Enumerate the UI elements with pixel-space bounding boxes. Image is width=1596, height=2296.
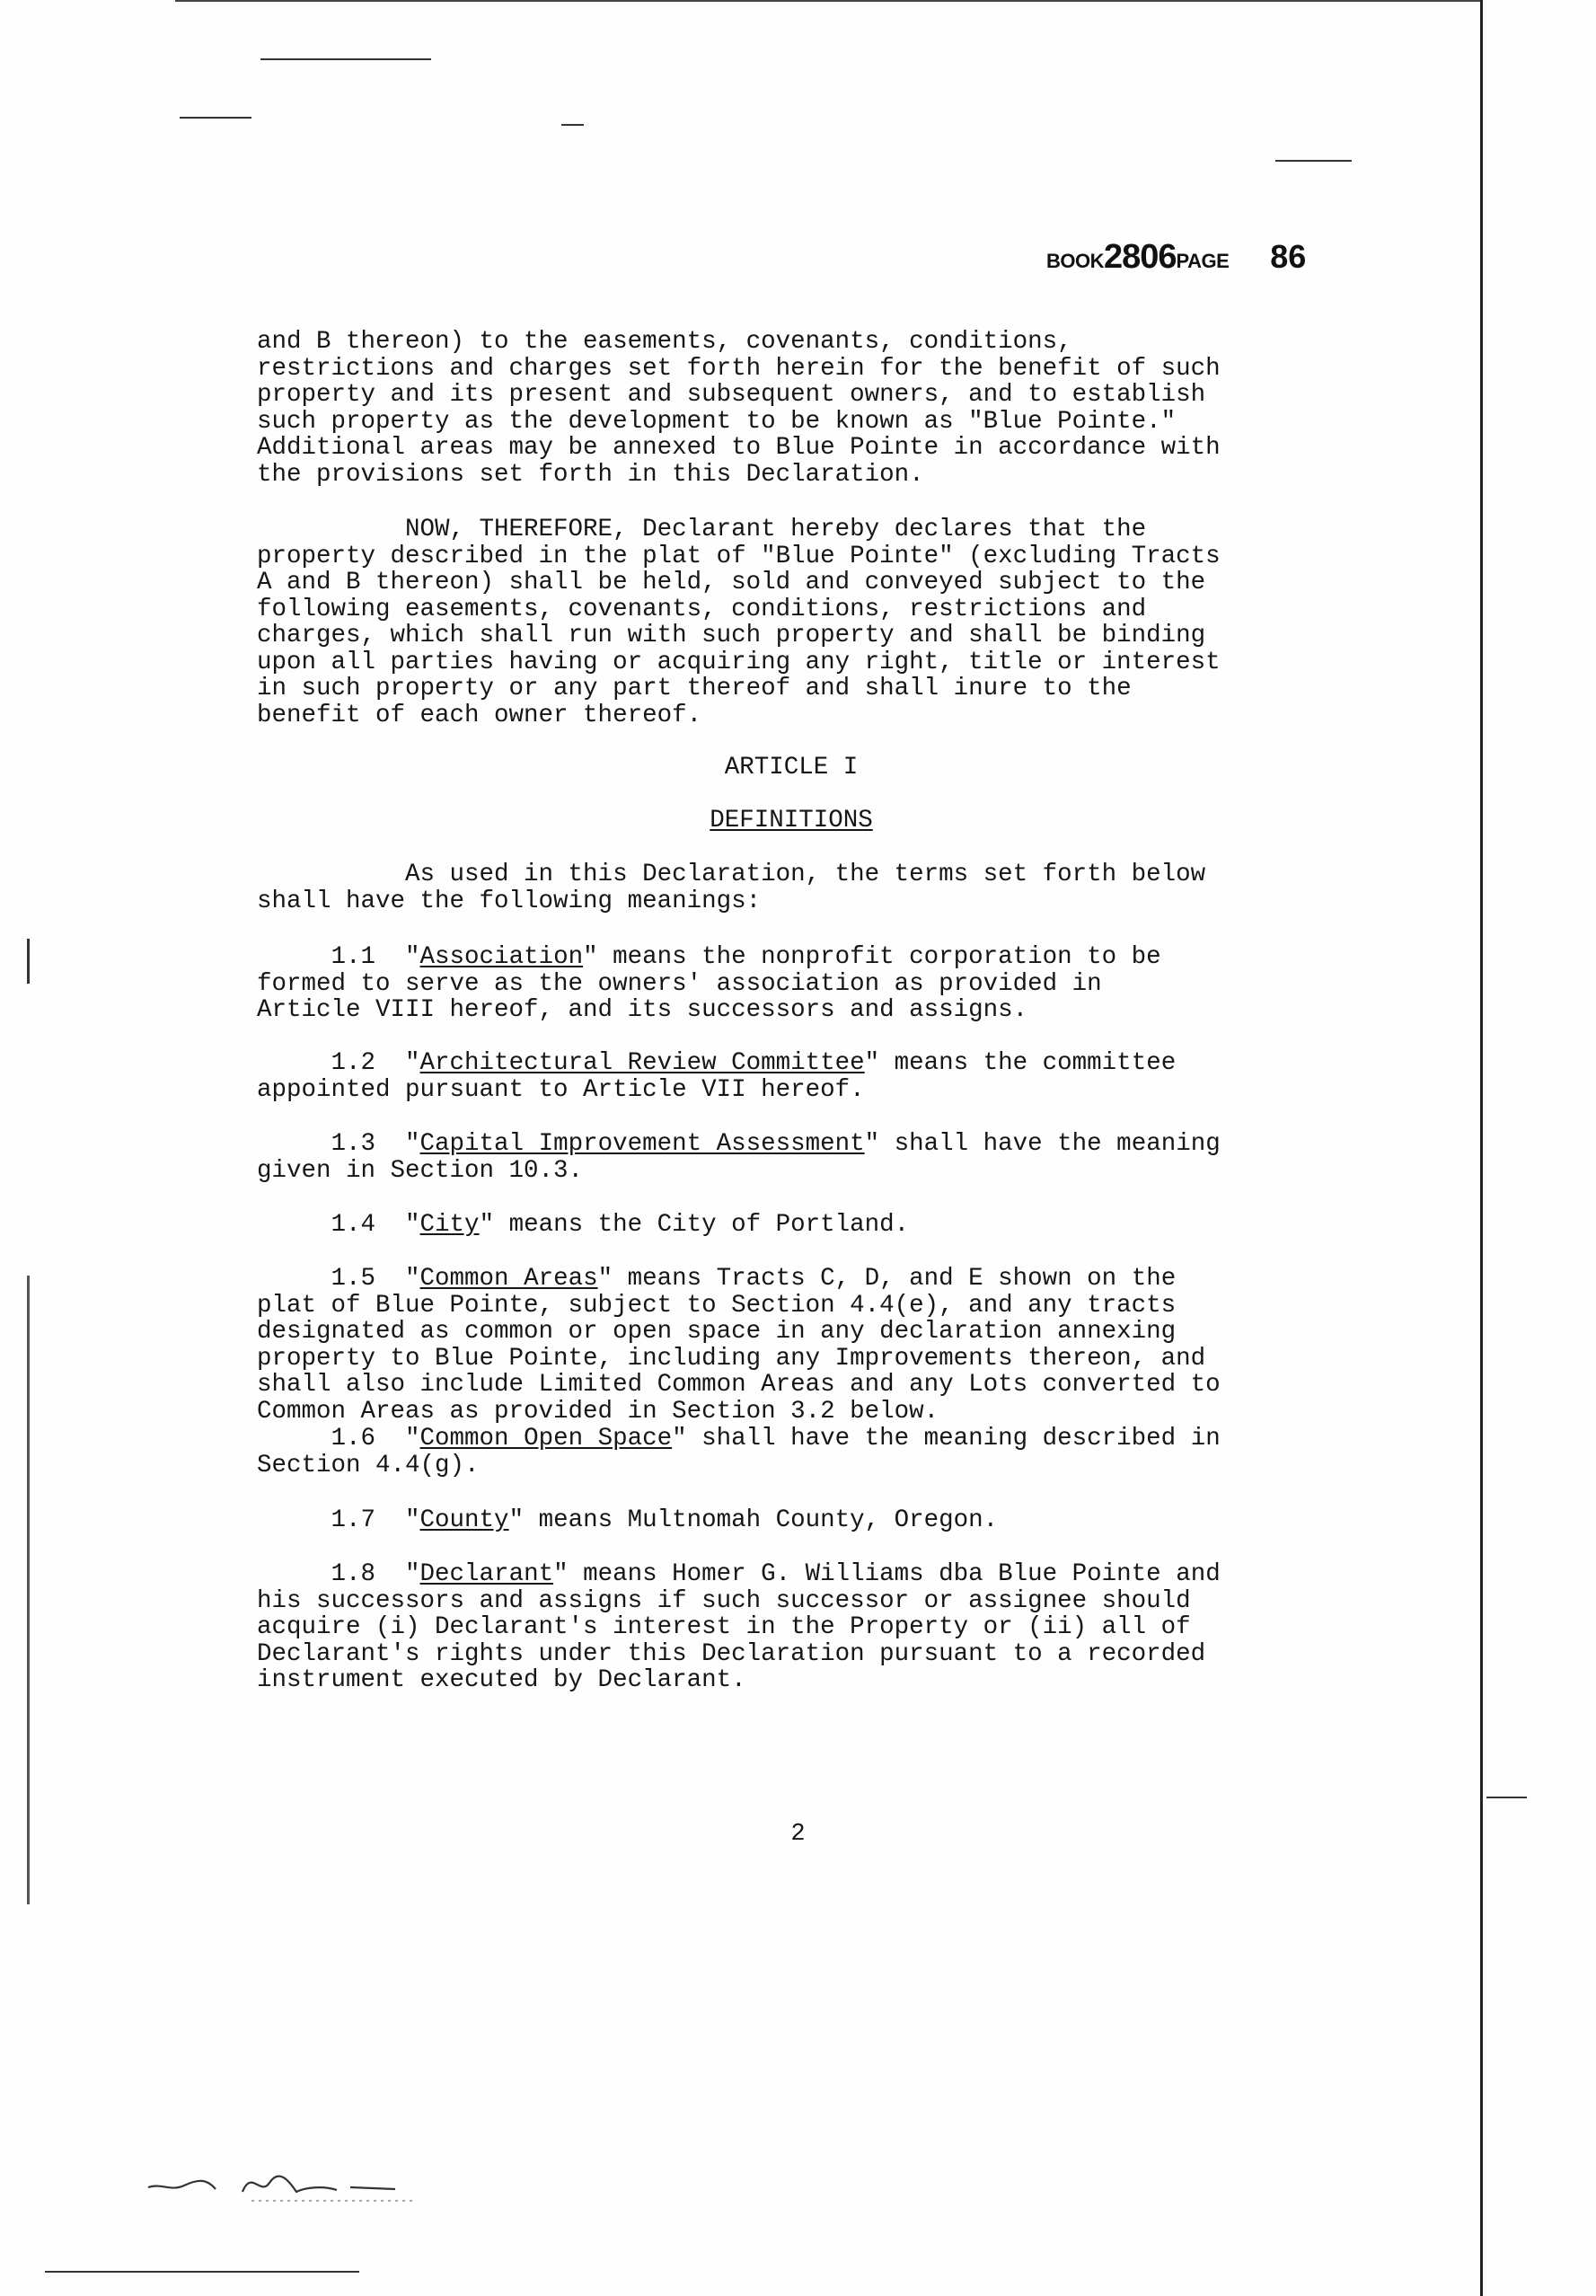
text-line: and B thereon) to the easements, covenants, conditions, [257, 328, 1072, 356]
definition-item [257, 1050, 1326, 1103]
definition-item [257, 944, 1326, 1024]
definition-number: 1.2 [331, 1049, 376, 1077]
text-line: property described in the plat of "Blue Pointe" (excluding Tracts [257, 542, 1221, 570]
definition-term: Capital Improvement Assessment [419, 1130, 865, 1158]
scan-mark [45, 2271, 359, 2273]
text-line: A and B thereon) shall be held, sold and conveyed subject to the [257, 569, 1206, 596]
scan-mark [1275, 160, 1352, 162]
definition-continuation-line: Declarant's rights under this Declaration pursuant to a recorded [257, 1639, 1206, 1668]
text-line: restrictions and charges set forth herein for the benefit of such [257, 354, 1221, 383]
scan-mark [1486, 1797, 1527, 1798]
definitions-title: DEFINITIONS [710, 807, 873, 835]
definition-continuation-line: plat of Blue Pointe, subject to Section 4.4(e), and any tracts [257, 1291, 1177, 1320]
text-line: such property as the development to be known as "Blue Pointe." [257, 407, 1177, 436]
definition-item [257, 1561, 1326, 1694]
stamp-page-number: 86 [1270, 238, 1307, 275]
definition-first-line: 1.4 "City" means the City of Portland. [331, 1211, 910, 1239]
paragraph-continuation [257, 329, 1326, 488]
definition-item [257, 1426, 1326, 1479]
definition-number: 1.4 [331, 1211, 376, 1239]
definitions-heading [257, 808, 1326, 835]
text-line: NOW, THEREFORE, Declarant hereby declares that the [257, 516, 1147, 543]
definition-text: " shall have the meaning described in [672, 1425, 1221, 1453]
definition-continuation-line: Article VIII hereof, and its successors and assigns. [257, 996, 1028, 1024]
scan-mark [561, 124, 584, 126]
definition-item [257, 1507, 1326, 1534]
text-line: benefit of each owner thereof. [257, 701, 702, 729]
definition-term: Common Areas [419, 1265, 598, 1293]
text-line: following easements, covenants, conditions, restrictions and [257, 595, 1147, 623]
definition-first-line: 1.3 "Capital Improvement Assessment" shall have the meaning [331, 1130, 1221, 1158]
footer-page-number: 2 [790, 1821, 806, 1848]
definition-term: Common Open Space [419, 1425, 673, 1453]
scan-mark [27, 1276, 30, 1904]
definition-continuation-line: shall also include Limited Common Areas and any Lots converted to [257, 1371, 1221, 1399]
definition-term: Architectural Review Committee [419, 1049, 865, 1077]
scan-mark [27, 939, 30, 984]
definition-term: Association [419, 943, 584, 971]
definition-continuation-line: designated as common or open space in any declaration annexing [257, 1318, 1177, 1346]
text-line: in such property or any part thereof and shall inure to the [257, 675, 1132, 702]
definition-continuation-line: instrument executed by Declarant. [257, 1666, 746, 1694]
text-line: charges, which shall run with such property and shall be binding [257, 622, 1206, 649]
definition-number: 1.8 [331, 1560, 376, 1588]
paragraph-now-therefore [257, 517, 1326, 729]
definition-text: " shall have the meaning [864, 1130, 1221, 1158]
definition-continuation-line: appointed pursuant to Article VII hereof. [257, 1075, 865, 1104]
article-title: ARTICLE I [724, 754, 859, 782]
text-line: the provisions set forth in this Declaration. [257, 460, 924, 489]
scan-mark [180, 117, 251, 119]
definition-first-line: 1.7 "County" means Multnomah County, Oregon. [331, 1506, 999, 1534]
definition-number: 1.7 [331, 1506, 376, 1534]
definition-term: County [419, 1506, 509, 1534]
definition-text: " means Homer G. Williams dba Blue Pointe and [553, 1560, 1221, 1588]
definition-first-line: 1.5 "Common Areas" means Tracts C, D, and E shown on the [331, 1265, 1177, 1293]
definition-text: " means the committee [864, 1049, 1177, 1077]
definition-continuation-line: his successors and assigns if such successor or assignee should [257, 1586, 1191, 1615]
text-line: property and its present and subsequent owners, and to establish [257, 381, 1206, 409]
book-page-stamp [1046, 238, 1306, 277]
definition-continuation-line: acquire (i) Declarant's interest in the Property or (ii) all of [257, 1613, 1191, 1641]
definition-continuation-line: Common Areas as provided in Section 3.2 below. [257, 1397, 939, 1426]
definitions-intro [257, 861, 1326, 914]
scan-right-edge [1480, 0, 1483, 2296]
definition-continuation-line: formed to serve as the owners' association as provided in [257, 969, 1102, 998]
definition-term: Declarant [419, 1560, 554, 1588]
text-line: upon all parties having or acquiring any right, title or interest [257, 648, 1221, 676]
text-line: shall have the following meanings: [257, 887, 762, 915]
definition-item [257, 1266, 1326, 1425]
definition-first-line: 1.2 "Architectural Review Committee" means the committee [331, 1049, 1177, 1077]
definition-continuation-line: property to Blue Pointe, including any Improvements thereon, and [257, 1344, 1206, 1373]
definition-number: 1.1 [331, 943, 376, 971]
definition-continuation-line: Section 4.4(g). [257, 1451, 480, 1479]
book-label: BOOK [1046, 250, 1104, 272]
definition-first-line: 1.1 "Association" means the nonprofit corporation to be [331, 943, 1161, 971]
definition-first-line: 1.6 "Common Open Space" shall have the meaning described in [331, 1425, 1221, 1453]
article-heading [257, 755, 1326, 782]
definition-text: " means Multnomah County, Oregon. [508, 1506, 999, 1534]
definition-text: " means the City of Portland. [479, 1211, 910, 1239]
scan-top-edge [175, 0, 1482, 2]
book-number: 2806 [1104, 238, 1177, 276]
definition-continuation-line: given in Section 10.3. [257, 1156, 584, 1185]
definition-item [257, 1131, 1326, 1184]
text-line: As used in this Declaration, the terms set forth below [257, 861, 1206, 888]
definition-text: " means the nonprofit corporation to be [583, 943, 1161, 971]
definition-first-line: 1.8 "Declarant" means Homer G. Williams dba Blue Pointe and [331, 1560, 1221, 1588]
text-line: Additional areas may be annexed to Blue Pointe in accordance with [257, 434, 1221, 462]
definition-item [257, 1212, 1326, 1239]
definition-text: " means Tracts C, D, and E shown on the [597, 1265, 1177, 1293]
scan-mark [260, 58, 431, 60]
definition-number: 1.5 [331, 1265, 376, 1293]
signature-scribble [144, 2160, 431, 2214]
page-label: PAGE [1176, 250, 1230, 272]
definition-number: 1.6 [331, 1425, 376, 1453]
definition-term: City [419, 1211, 480, 1239]
definition-number: 1.3 [331, 1130, 376, 1158]
